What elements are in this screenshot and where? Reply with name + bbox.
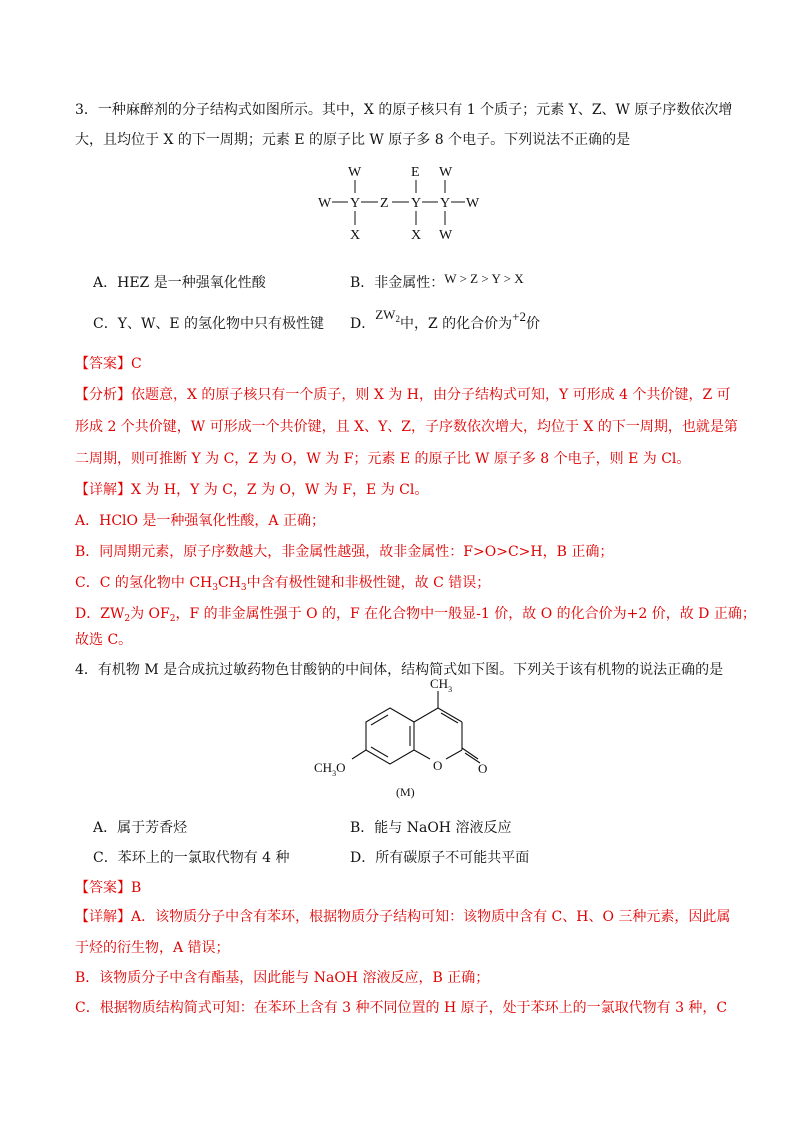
- atom-z: Z: [380, 196, 389, 211]
- q4-caption: (M): [396, 785, 415, 799]
- q3-answer: 【答案】C: [75, 356, 142, 372]
- atom-w-left: W: [318, 196, 332, 211]
- q3-option-d-formula: ZW: [375, 307, 396, 322]
- q3-conclusion: 故选 C。: [75, 632, 133, 648]
- q4-methoxy: $CH_3O$: [314, 760, 346, 778]
- q3-detail-b: B．同周期元素，原子序数越大，非金属性越强，故非金属性：F>O>C>H，B 正确；: [75, 544, 614, 560]
- q3-detail-c-pre: C．C 的氢化物中 CH: [75, 575, 213, 591]
- atom-y-3: Y: [440, 196, 451, 211]
- q4-detail-c: C．根据物质结构简式可知：在苯环上含有 3 种不同位置的 H 原子，处于苯环上的一氯取代物有 3 种，C: [75, 1000, 728, 1016]
- q3-stem-line1: 3．一种麻醉剂的分子结构式如图所示。其中，X 的原子核只有 1 个质子；元素 Y、Z、W 原子序数依次增: [75, 102, 733, 118]
- q3-option-d-label: D．: [350, 316, 376, 332]
- atom-y-2: Y: [411, 196, 422, 211]
- q3-option-d-tail: 价: [525, 316, 540, 332]
- q3-detail-d-post: ，F 的非金属性强于 O 的，F 在化合物中一般显-1 价，故 O 的化合价为+2 价，故 D 正确；: [175, 606, 756, 622]
- q4-rings: [352, 691, 480, 764]
- q3-detail-c: [75, 573, 490, 593]
- q3-analysis-line1: 【分析】依题意，X 的原子核只有一个质子，则 X 为 H，由分子结构式可知，Y 可形成 4 个共价键，Z 可: [75, 387, 731, 403]
- q4-ch3-top: $CH_3$: [430, 676, 453, 694]
- q3-option-b-formula: W > Z > Y > X: [444, 271, 524, 286]
- q3-option-b: [350, 273, 524, 293]
- q3-structure-diagram: [310, 160, 500, 245]
- q3-detail-line1: 【详解】X 为 H，Y 为 C，Z 为 O，W 为 F，E 为 Cl。: [75, 482, 429, 498]
- q3-option-c: C．Y、W、E 的氢化物中只有极性键: [93, 316, 325, 332]
- atom-w-right: W: [466, 196, 480, 211]
- q4-detail-line1: 【详解】A．该物质分子中含有苯环，根据物质分子结构可知：该物质中含有 C、H、O 三种元素，因此属: [75, 909, 731, 925]
- q4-ring-oxygen: O: [433, 758, 443, 773]
- q3-analysis-line3: 二周期，则可推断 Y 为 C，Z 为 O，W 为 F；元素 E 的原子比 W 原子多 8 个电子，则 E 为 Cl。: [75, 451, 691, 467]
- q4-detail-b: B．该物质分子中含有酯基，因此能与 NaOH 溶液反应，B 正确；: [75, 970, 490, 986]
- q4-answer: 【答案】B: [75, 880, 142, 896]
- atom-x-bottom-mid: X: [411, 228, 422, 243]
- atom-e: E: [411, 165, 420, 180]
- q3-option-d-value: +2: [512, 309, 526, 324]
- q3-detail-d-sub1: 2: [124, 614, 131, 624]
- atom-w-top-right: W: [439, 165, 453, 180]
- q3-option-d-mid: 中，Z 的化合价为: [399, 316, 513, 332]
- q3-stem-line2: 大，且均位于 X 的下一周期；元素 E 的原子比 W 原子多 8 个电子。下列说法不正确的是: [75, 132, 631, 148]
- q3-option-a: A．HEZ 是一种强氧化性酸: [93, 275, 266, 291]
- q3-detail-a: A．HClO 是一种强氧化性酸，A 正确；: [75, 513, 325, 529]
- q4-stem: 4．有机物 M 是合成抗过敏药物色甘酸钠的中间体，结构简式如下图。下列关于该有机物的说法正确的是: [75, 662, 724, 678]
- q4-option-d: D．所有碳原子不可能共平面: [350, 850, 530, 866]
- q3-detail-d-mid: 为 OF: [130, 606, 170, 622]
- q3-detail-c-mid: CH: [217, 575, 241, 591]
- q4-option-a: A．属于芳香烃: [93, 820, 188, 836]
- q4-option-b: B．能与 NaOH 溶液反应: [350, 820, 512, 836]
- atom-y-1: Y: [350, 196, 361, 211]
- atom-w-top-left: W: [348, 165, 362, 180]
- q4-carbonyl-oxygen: O: [478, 761, 488, 776]
- atom-x-bottom-left: X: [350, 228, 361, 243]
- q3-detail-c-post: 中含有极性键和非极性键，故 C 错误；: [246, 575, 491, 591]
- q3-option-d-formula-sub: 2: [395, 314, 400, 324]
- q3-detail-d: [75, 604, 756, 624]
- q4-option-c: C．苯环上的一氯取代物有 4 种: [93, 850, 290, 866]
- q3-detail-d-sub2: 2: [169, 614, 176, 624]
- q3-detail-d-pre: D．ZW: [75, 606, 125, 622]
- q3-analysis-line2: 形成 2 个共价键，W 可形成一个共价键，且 X、Y、Z，子序数依次增大，均位于 X 的下一周期，也就是第: [75, 419, 738, 435]
- q3-detail-c-sub2: 3: [240, 583, 247, 593]
- q4-structure-diagram: [310, 676, 490, 801]
- q3-option-d: [350, 307, 540, 334]
- q3-detail-c-sub1: 3: [212, 583, 218, 593]
- atom-w-bottom-right: W: [439, 228, 453, 243]
- q3-option-b-label: B．非金属性：: [350, 275, 445, 291]
- q4-detail-line2: 于烃的衍生物，A 错误；: [75, 940, 230, 956]
